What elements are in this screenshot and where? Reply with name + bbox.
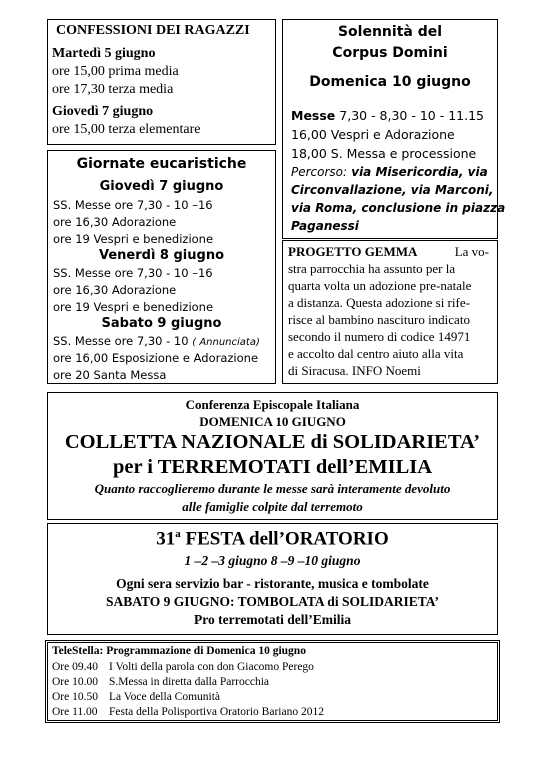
festa-title — [48, 528, 497, 550]
gemma-line-2: quarta volta un adozione pre-natale — [288, 278, 472, 293]
festa-line1: Ogni sera servizio bar - ristorante, musica e tombolate — [116, 576, 429, 591]
confessioni-day1-line1: ore 15,00 prima media — [52, 64, 179, 79]
telestella-time-3: Ore 11.00 — [52, 706, 98, 718]
telestella-show-1: S.Messa in diretta dalla Parrocchia — [109, 676, 269, 688]
corpus-messe-label: Messe — [291, 108, 336, 123]
confessioni-day1: Martedì 5 giugno — [52, 46, 156, 61]
colletta-title1: COLLETTA NAZIONALE di SOLIDARIETA’ — [64, 431, 481, 453]
giornate-day1-line2: ore 16,30 Adorazione — [53, 215, 177, 229]
colletta-org: Conferenza Episcopale Italiana — [185, 397, 360, 412]
giornate-day2-line1: SS. Messe ore 7,30 - 10 –16 — [53, 266, 213, 280]
corpus-percorso-3: via Roma, conclusione in piazza — [291, 201, 506, 215]
gemma-line-5: secondo il numero di codice 14971 — [288, 329, 471, 344]
giornate-day2-line2: ore 16,30 Adorazione — [53, 283, 177, 297]
telestella-title: TeleStella: Programmazione di Domenica 10 giugno — [52, 645, 306, 657]
telestella-show-2: La Voce della Comunità — [109, 691, 221, 703]
telestella-time-2: Ore 10.50 — [52, 691, 98, 703]
telestella-time-0: Ore 09.40 — [52, 661, 98, 673]
festa-line2: SABATO 9 GIUGNO: TOMBOLATA di SOLIDARIETA’ — [106, 594, 439, 609]
colletta-note1: Quanto raccoglieremo durante le messe sarà interamente devoluto — [94, 481, 451, 496]
confessioni-box — [47, 19, 276, 145]
giornate-day1-line1: SS. Messe ore 7,30 - 10 –16 — [53, 198, 213, 212]
giornate-day3: Sabato 9 giugno — [101, 316, 222, 331]
festa-num: 31 — [156, 528, 176, 550]
giornate-annunciata: ( Annunciata) — [192, 337, 260, 348]
telestella-show-0: I Volti della parola con don Giacomo Perego — [109, 661, 314, 673]
confessioni-day2-line1: ore 15,00 terza elementare — [52, 122, 201, 137]
gemma-line-4: risce al bambino nascituro indicato — [288, 312, 470, 327]
corpus-line2: 16,00 Vespri e Adorazione — [291, 127, 455, 142]
corpus-percorso-1 — [291, 165, 497, 179]
telestella-time-1: Ore 10.00 — [52, 676, 98, 688]
giornate-day3-line3: ore 20 Santa Messa — [53, 368, 167, 382]
giornate-day2: Venerdì 8 giugno — [98, 248, 225, 263]
corpus-box — [282, 19, 506, 239]
colletta-note2: alle famiglie colpite dal terremoto — [182, 499, 363, 514]
corpus-date: Domenica 10 giugno — [309, 74, 471, 90]
corpus-percorso-text-1: via Misericordia, via — [351, 165, 488, 179]
gemma-line-1: stra parrocchia ha assunto per la — [288, 261, 456, 276]
gemma-text-0: La vo- — [454, 244, 489, 259]
giornate-day3-line1 — [53, 334, 275, 348]
gemma-line-7: di Siracusa. INFO Noemi — [288, 363, 421, 378]
confessioni-day2: Giovedì 7 giugno — [52, 104, 154, 119]
confessioni-day1-line2: ore 17,30 terza media — [52, 82, 174, 97]
corpus-percorso-2: Circonvallazione, via Marconi, — [291, 183, 494, 197]
giornate-day1: Giovedì 7 giugno — [99, 179, 224, 194]
giornate-day1-line3: ore 19 Vespri e benedizione — [53, 232, 214, 246]
corpus-line3: 18,00 S. Messa e processione — [291, 146, 477, 161]
giornate-day2-line3: ore 19 Vespri e benedizione — [53, 300, 214, 314]
festa-title-text: FESTA dell’ORATORIO — [180, 528, 389, 550]
corpus-messe — [291, 108, 497, 123]
festa-line3: Pro terremotati dell’Emilia — [194, 612, 351, 627]
giornate-day3-messe: SS. Messe ore 7,30 - 10 — [53, 334, 189, 348]
telestella-box — [45, 640, 500, 723]
festa-box — [47, 523, 498, 635]
corpus-percorso-4: Paganessi — [291, 219, 359, 233]
gemma-line-6: e accolto dal centro aiuto alla vita — [288, 346, 464, 361]
colletta-date: DOMENICA 10 GIUGNO — [199, 414, 346, 429]
gemma-box — [282, 240, 498, 384]
confessioni-title: CONFESSIONI DEI RAGAZZI — [56, 23, 250, 38]
corpus-percorso-label: Percorso: — [291, 165, 348, 179]
giornate-box — [47, 150, 276, 384]
colletta-box — [47, 392, 498, 520]
telestella-show-3: Festa della Polisportiva Oratorio Bariano 2012 — [109, 706, 324, 718]
festa-dates: 1 –2 –3 giugno 8 –9 –10 giugno — [184, 553, 361, 568]
festa-sup: a — [175, 528, 181, 540]
gemma-line-0 — [288, 244, 497, 260]
giornate-title: Giornate eucaristiche — [76, 156, 247, 172]
gemma-title: PROGETTO GEMMA — [288, 244, 418, 259]
corpus-messe-times: 7,30 - 8,30 - 10 - 11.15 — [339, 108, 484, 123]
colletta-title2: per i TERREMOTATI dell’EMILIA — [112, 456, 433, 478]
gemma-line-3: a distanza. Questa adozione si rife- — [288, 295, 470, 310]
corpus-title2: Corpus Domini — [332, 45, 448, 61]
corpus-title1: Solennità del — [337, 24, 443, 40]
giornate-day3-line2: ore 16,00 Esposizione e Adorazione — [53, 351, 259, 365]
